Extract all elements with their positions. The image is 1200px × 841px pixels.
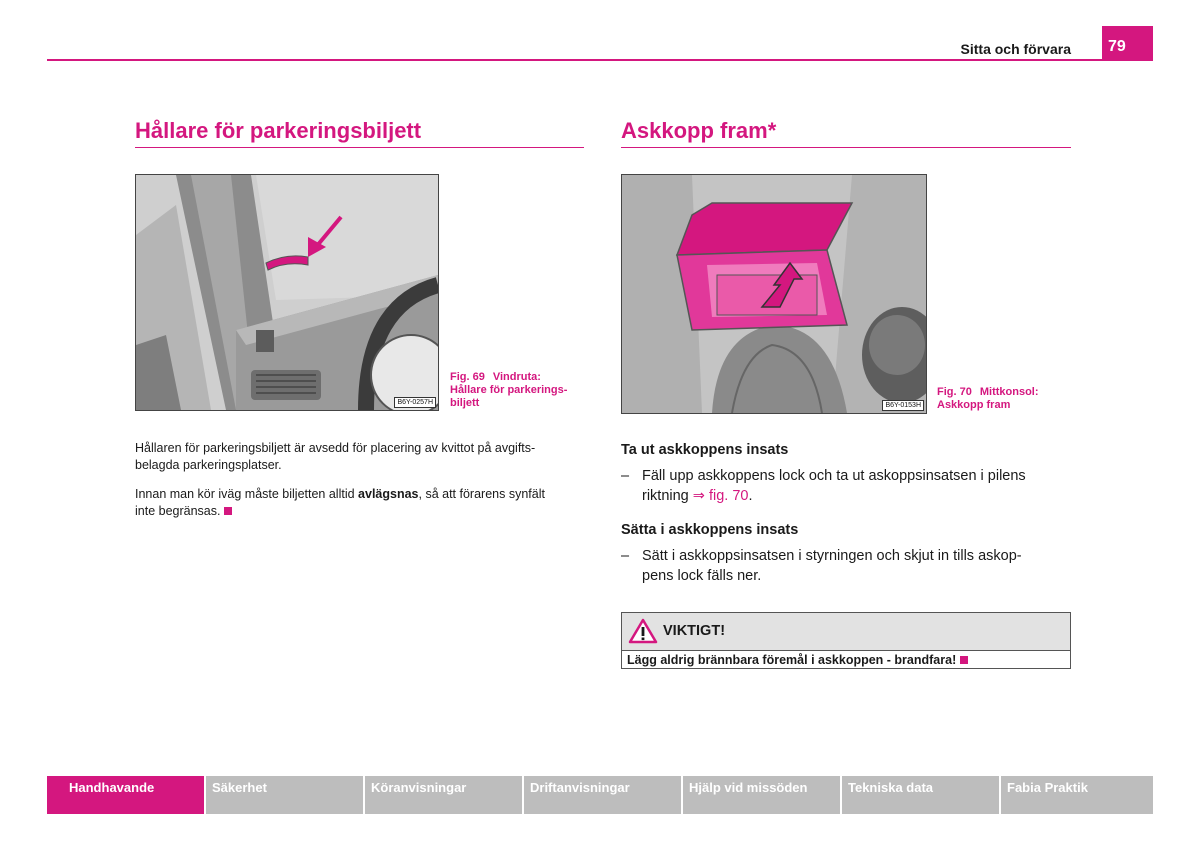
body-paragraph bbox=[135, 440, 595, 474]
text-line: Fäll upp askkoppens lock och ta ut askoppsinsatsen i pilens bbox=[642, 468, 1026, 484]
tab-fabia-praktik[interactable]: Fabia Praktik bbox=[1001, 776, 1153, 814]
figure-caption bbox=[937, 386, 1077, 412]
warning-title: VIKTIGT! bbox=[663, 623, 726, 639]
caption-line: Hållare för parkerings- bbox=[450, 384, 568, 396]
text-line: , så att förarens synfält bbox=[418, 487, 545, 501]
instruction-step bbox=[621, 466, 1071, 506]
tab-hjalp-vid-missoden[interactable]: Hjälp vid missöden bbox=[683, 776, 840, 814]
text-line: . bbox=[748, 488, 753, 504]
step-dash: – bbox=[621, 548, 630, 564]
caption-line: Askkopp fram bbox=[937, 399, 1011, 411]
step-text bbox=[642, 466, 1026, 506]
caption-line: Mittkonsol: bbox=[979, 386, 1039, 398]
header-rule bbox=[47, 59, 1153, 61]
figure-code: B6Y-0153H bbox=[882, 400, 924, 411]
running-header-title: Sitta och förvara bbox=[960, 41, 1071, 57]
figure-windscreen-ticket-holder bbox=[135, 174, 439, 411]
figure-number: Fig. 70 bbox=[937, 386, 972, 398]
tab-handhavande[interactable]: Handhavande bbox=[47, 776, 204, 814]
warning-header bbox=[622, 613, 1070, 650]
chapter-navigation bbox=[47, 776, 1153, 814]
text-line: Innan man kör iväg måste biljetten alltid bbox=[135, 487, 359, 501]
text-line: riktning bbox=[642, 488, 693, 504]
figure-number: Fig. 69 bbox=[450, 371, 485, 383]
subheading-remove-insert: Ta ut askkoppens insats bbox=[621, 442, 789, 458]
section-heading-ashtray: Askkopp fram* bbox=[621, 118, 777, 143]
caption-line: biljett bbox=[450, 397, 480, 409]
end-of-section-marker bbox=[224, 507, 232, 515]
tab-driftanvisningar[interactable]: Driftanvisningar bbox=[524, 776, 681, 814]
figure-code: B6Y-0257H bbox=[394, 397, 436, 408]
step-text bbox=[642, 546, 1022, 586]
section-heading-parking-ticket: Hållare för parkeringsbiljett bbox=[135, 118, 422, 143]
text-line: pens lock fälls ner. bbox=[642, 568, 762, 584]
warning-text bbox=[627, 653, 968, 667]
text-line: Hållaren för parkeringsbiljett är avsedd för placering av kvittot på avgifts- bbox=[135, 441, 536, 455]
section-rule bbox=[621, 147, 1071, 148]
text-line: inte begränsas. bbox=[135, 504, 221, 518]
end-of-section-marker bbox=[960, 656, 968, 664]
figure-reference-link[interactable]: ⇒ fig. 70 bbox=[692, 488, 749, 504]
divider bbox=[622, 650, 1070, 651]
caption-line: Vindruta: bbox=[492, 371, 541, 383]
subheading-insert-ashtray: Sätta i askkoppens insats bbox=[621, 522, 799, 538]
tab-tekniska-data[interactable]: Tekniska data bbox=[842, 776, 999, 814]
body-paragraph bbox=[135, 486, 595, 520]
parking-ticket-holder-illustration bbox=[136, 175, 438, 410]
section-rule bbox=[135, 147, 584, 148]
text-line: belagda parkeringsplatser. bbox=[135, 458, 282, 472]
tab-koranvisningar[interactable]: Köranvisningar bbox=[365, 776, 522, 814]
warning-triangle-icon bbox=[628, 618, 658, 644]
emphasis: avlägsnas bbox=[358, 487, 419, 501]
instruction-step bbox=[621, 546, 1071, 586]
figure-caption bbox=[450, 371, 590, 410]
front-ashtray-illustration bbox=[622, 175, 926, 413]
text-line: Lägg aldrig brännbara föremål i askkoppen - brandfara! bbox=[627, 653, 957, 667]
figure-front-ashtray bbox=[621, 174, 927, 414]
warning-box bbox=[621, 612, 1071, 669]
step-dash: – bbox=[621, 468, 630, 484]
text-line: Sätt i askkoppsinsatsen i styrningen och skjut in tills askop- bbox=[642, 548, 1022, 564]
tab-sakerhet[interactable]: Säkerhet bbox=[206, 776, 363, 814]
page-number: 79 bbox=[1102, 26, 1153, 60]
